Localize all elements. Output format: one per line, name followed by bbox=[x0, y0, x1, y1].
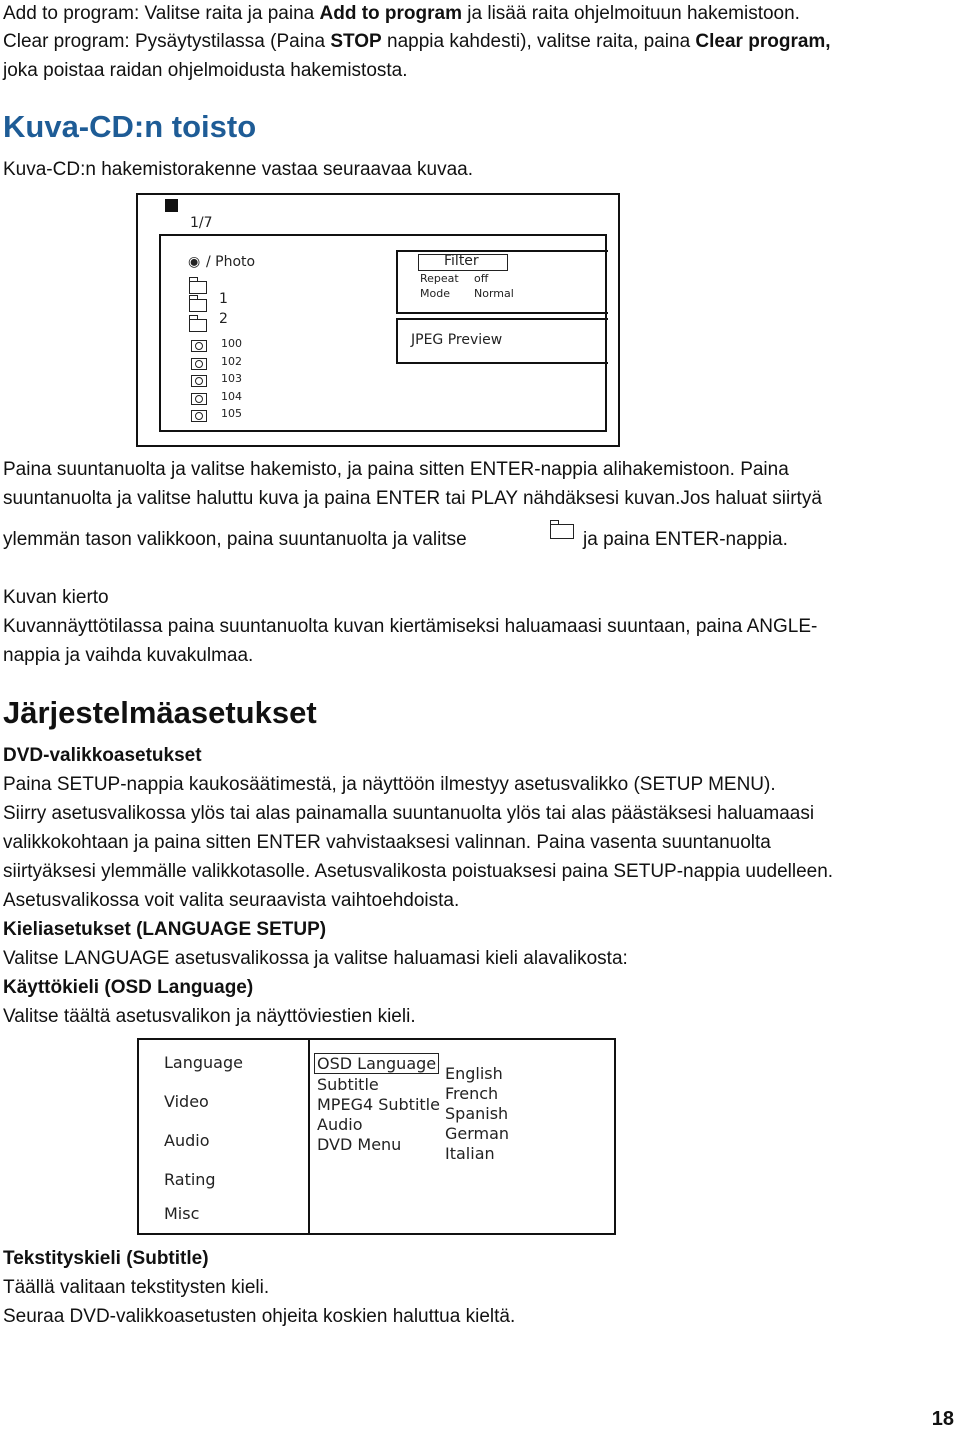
body-text: valikkokohtaan ja paina sitten ENTER vahvistaaksesi valinnan. Paina vasenta suuntanuolta bbox=[3, 832, 771, 853]
clear-program-line bbox=[3, 30, 831, 54]
section-heading-system: Järjestelmäasetukset bbox=[3, 695, 317, 730]
body-text: Siirry asetusvalikossa ylös tai alas painamalla suuntanuolta ylös tai alas päästäksesi haluamaasi bbox=[3, 803, 815, 824]
image-file-icon bbox=[191, 410, 207, 422]
menu-item-rating: Rating bbox=[164, 1170, 216, 1189]
menu-item-misc: Misc bbox=[164, 1204, 200, 1223]
subheading-subtitle: Tekstityskieli (Subtitle) bbox=[3, 1248, 209, 1269]
subheading-language: Kieliasetukset (LANGUAGE SETUP) bbox=[3, 919, 327, 940]
bold-term: STOP bbox=[330, 31, 382, 52]
image-file-name: 104 bbox=[221, 390, 242, 403]
filter-box bbox=[396, 250, 608, 314]
up-folder-icon bbox=[550, 524, 574, 539]
jpeg-preview-label: JPEG Preview bbox=[411, 332, 503, 348]
menu-item-audio: Audio bbox=[164, 1131, 210, 1150]
stop-icon bbox=[165, 199, 178, 212]
bold-term: Add to program bbox=[319, 3, 462, 24]
body-text: Paina suuntanuolta ja valitse hakemisto, ja paina sitten ENTER-nappia alihakemistoon. Paina bbox=[3, 459, 789, 480]
menu-item-video: Video bbox=[164, 1092, 209, 1111]
body-text: Valitse täältä asetusvalikon ja näyttöviestien kieli. bbox=[3, 1006, 416, 1027]
submenu-item-mpeg4-subtitle: MPEG4 Subtitle bbox=[317, 1095, 440, 1114]
folder-icon bbox=[189, 299, 207, 312]
folder-name: 1 bbox=[219, 291, 228, 307]
body-text: Seuraa DVD-valikkoasetusten ohjeita koskien haluttua kieltä. bbox=[3, 1306, 516, 1327]
current-path: / Photo bbox=[206, 254, 256, 270]
body-text: ylemmän tason valikkoon, paina suuntanuolta ja valitse bbox=[3, 529, 467, 550]
menu-divider bbox=[308, 1040, 310, 1233]
option-french: French bbox=[445, 1084, 499, 1103]
track-counter: 1/7 bbox=[190, 215, 213, 231]
text-segment: ja lisää raita ohjelmoituun hakemistoon. bbox=[462, 3, 800, 24]
image-file-name: 105 bbox=[221, 407, 242, 420]
body-text: suuntanuolta ja valitse haluttu kuva ja paina ENTER tai PLAY nähdäksesi kuvan.Jos haluat siirtyä bbox=[3, 488, 822, 509]
mode-value: Normal bbox=[474, 287, 514, 300]
body-text: siirtyäksesi ylemmälle valikkotasolle. Asetusvalikosta poistuaksesi paina SETUP-nappia uudelleen. bbox=[3, 861, 834, 882]
option-english: English bbox=[445, 1064, 503, 1083]
body-text: Kuvannäyttötilassa paina suuntanuolta kuvan kiertämiseksi haluamaasi suuntaan, paina ANGLE- bbox=[3, 616, 818, 637]
section-heading-photo-cd: Kuva-CD:n toisto bbox=[3, 109, 257, 144]
submenu-item-dvd-menu: DVD Menu bbox=[317, 1135, 402, 1154]
add-to-program-line bbox=[3, 2, 800, 26]
body-text: nappia ja vaihda kuvakulmaa. bbox=[3, 645, 254, 666]
filter-title: Filter bbox=[444, 253, 479, 269]
image-file-name: 103 bbox=[221, 372, 242, 385]
repeat-value: off bbox=[474, 272, 489, 285]
option-german: German bbox=[445, 1124, 510, 1143]
body-text: joka poistaa raidan ohjelmoidusta hakemistosta. bbox=[3, 60, 408, 81]
subheading-osd: Käyttökieli (OSD Language) bbox=[3, 977, 254, 998]
body-text: Valitse LANGUAGE asetusvalikossa ja valitse haluamasi kieli alavalikosta: bbox=[3, 948, 628, 969]
submenu-item-osd-language: OSD Language bbox=[314, 1053, 439, 1074]
submenu-item-audio: Audio bbox=[317, 1115, 363, 1134]
image-file-name: 102 bbox=[221, 355, 242, 368]
subheading-rotation: Kuvan kierto bbox=[3, 587, 109, 608]
image-file-icon bbox=[191, 340, 207, 352]
folder-name: 2 bbox=[219, 311, 228, 327]
disc-icon: ◉ bbox=[188, 254, 201, 270]
text-segment: nappia kahdesti), valitse raita, paina bbox=[381, 31, 696, 52]
repeat-label: Repeat bbox=[420, 272, 459, 285]
subheading-dvd: DVD-valikkoasetukset bbox=[3, 745, 202, 766]
browser-panel bbox=[159, 234, 607, 432]
option-spanish: Spanish bbox=[445, 1104, 509, 1123]
text-segment: Add to program: Valitse raita ja paina bbox=[3, 3, 320, 24]
image-file-icon bbox=[191, 375, 207, 387]
mode-label: Mode bbox=[420, 287, 450, 300]
image-file-icon bbox=[191, 358, 207, 370]
option-italian: Italian bbox=[445, 1144, 495, 1163]
jpeg-preview-box bbox=[396, 318, 608, 364]
language-menu-figure bbox=[137, 1038, 616, 1235]
body-text: Kuva-CD:n hakemistorakenne vastaa seuraavaa kuvaa. bbox=[3, 159, 473, 180]
body-text: Asetusvalikossa voit valita seuraavista vaihtoehdoista. bbox=[3, 890, 460, 911]
text-segment: Clear program: Pysäytystilassa (Paina bbox=[3, 31, 331, 52]
submenu-item-subtitle: Subtitle bbox=[317, 1075, 379, 1094]
bold-term: Clear program, bbox=[695, 31, 831, 52]
page-number: 18 bbox=[931, 1408, 954, 1430]
menu-item-language: Language bbox=[164, 1053, 243, 1072]
body-text: Paina SETUP-nappia kaukosäätimestä, ja näyttöön ilmestyy asetusvalikko (SETUP MENU). bbox=[3, 774, 776, 795]
image-file-name: 100 bbox=[221, 337, 242, 350]
image-file-icon bbox=[191, 393, 207, 405]
folder-icon bbox=[189, 319, 207, 332]
photo-cd-screen-figure bbox=[136, 193, 620, 447]
body-text: ja paina ENTER-nappia. bbox=[583, 529, 788, 550]
body-text: Täällä valitaan tekstitysten kieli. bbox=[3, 1277, 270, 1298]
up-folder-icon bbox=[189, 281, 207, 294]
